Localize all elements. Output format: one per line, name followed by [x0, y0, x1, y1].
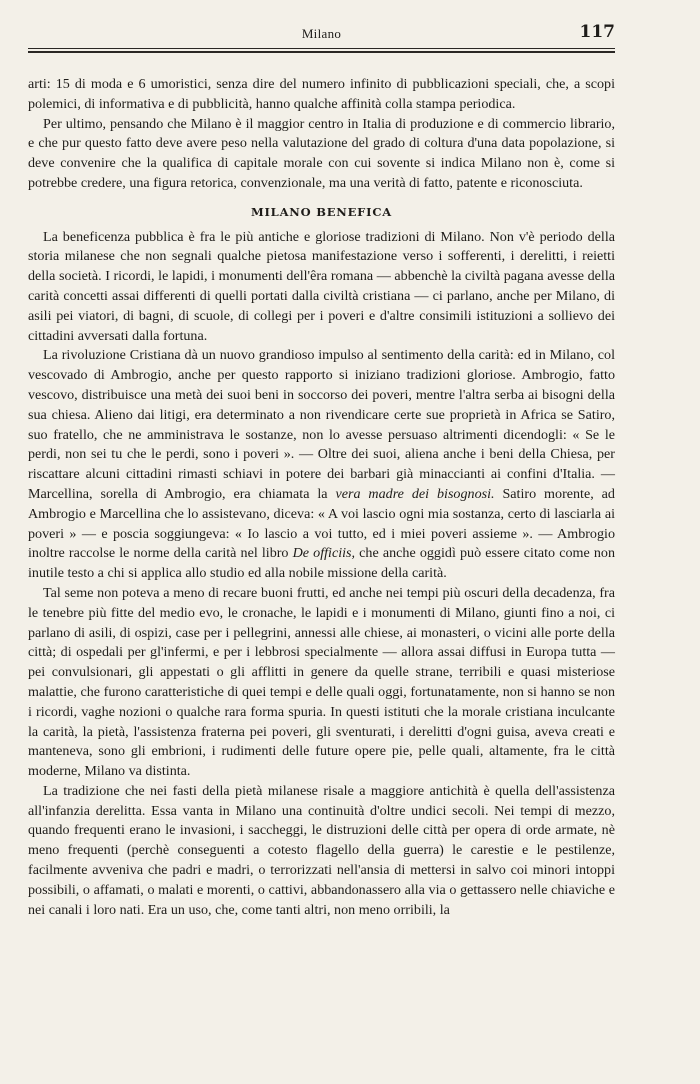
text-run: La rivoluzione Cristiana dà un nuovo grandioso impulso al sentimento della carità: ed in Milano, col vescovado di Ambrogio, anche per questo rapporto si iniziano tradizioni gloriose. Ambrogio, fatto vescovo, distribuisce una metà dei suoi beni in soccorso dei poveri, mentre l'altra serba ai bisogni della sua chiesa. Alieno dai litigi, era determinato a non rivendicare certe sue proprietà in Africa se Satiro, suo fratello, che ne amministrava le sostanze, non lo avesse persuaso altrimenti dicendogli: « Se le perdi, non sei tu che le perdi, sono i poveri ». — Oltre dei suoi, aliena anche i beni della Chiesa, per riscattare alcuni cittadini rimasti schiavi in potere dei barbari già minaccianti ai confini d'Italia. — Marcellina, sorella di Ambrogio, era chiamata la: [28, 347, 615, 502]
italic-phrase: vera madre dei bisognosi.: [335, 485, 495, 502]
paragraph-infanzia: La tradizione che nei fasti della pietà milanese risale a maggiore antichità è quella dell'assistenza all'infanzia derelitta. Essa vanta in Milano una continuità d'oltre undici secoli. Nei tempi di mezzo, quando frequenti erano le invasioni, i saccheggi, le distruzioni delle città per opera di orde armate, nè meno frequenti (perchè conseguenti a cotesto flagello della guerra) le carestie e le pestilenze, facilmente avveniva che padri e madri, o terrorizzati nell'ansia di mettersi in salvo coi minori intoppi possibili, o affamati, o malati e morenti, o cattivi, abbandonassero alla via o gettassero nelle chiaviche e nei canali i loro nati. Era un uso, che, come tanti altri, non meno orribili, la: [28, 782, 615, 918]
paragraph-beneficenza: La beneficenza pubblica è fra le più antiche e gloriose tradizioni di Milano. Non v'è periodo della storia milanese che non segnali qualche pietosa manifestazione verso i sofferenti, i derelitti, i reietti della società. I ricordi, le lapidi, i monumenti dell'êra romana — abbenchè la civiltà pagana avesse della carità concetti assai differenti di quelli portati dalla civiltà cristiana — ci parlano, anche per Milano, di asili pei viatori, di bagni, di scuole, di collegi per i poveri e d'altre consimili istituzioni a sollievo dei cittadini avversati dalla fortuna.: [28, 228, 615, 344]
running-title: Milano: [301, 26, 342, 41]
body-text: [28, 75, 615, 920]
text-run: che anche oggidì può essere citato come non inutile testo a chi si applica allo studio ed alla nobile missione della carità.: [28, 545, 615, 582]
paragraph-continuation: arti: 15 di moda e 6 umoristici, senza dire del numero infinito di pubblicazioni speciali, che, a scopi polemici, di informativa e di pubblicità, hanno qualche affinità colla stampa periodica.: [28, 76, 615, 112]
text-run: Satiro morente, ad Ambrogio e Marcellina che lo assistevano, diceva: « A voi lascio ogni mia sostanza, certo di lasciarla ai poveri » — e poscia soggiungeva: « Io lascio a voi tutto, ed i miei poveri assieme ». — Ambrogio inoltre raccolse le norme della carità nel libro: [28, 485, 615, 562]
section-heading: MILANO BENEFICA: [250, 204, 393, 219]
header-rule-thick: [28, 51, 615, 53]
paragraph-medio-evo: Tal seme non poteva a meno di recare buoni frutti, ed anche nei tempi più oscuri della decadenza, fra le tenebre più fitte del medio evo, le cronache, le lapidi e i monumenti di Milano, giunti fino a noi, ci parlano di asili, di ospizi, case per i pellegrini, annessi alle chiese, ai monasteri, o vicini alle porte della città; di ospedali per gl'infermi, e per i lebbrosi specialmente — allora assai diffusi in Europa tutta — pei convulsionari, gli appestati o gli afflitti in genere da quelle strane, terribili e quasi misteriose malattie, che furono caratteristiche di quei tempi e delle quali oggi, fortunatamente, non si hanno se non i ricordi, vaghe nozioni o qualche rara forma spuria. In questi istituti che la morale cristiana inculcante la carità, la pietà, l'assistenza fraterna pei poveri, gli sventurati, i derelitti d'ogni guisa, aveva creati e manteneva, sono gli embrioni, i rudimenti delle future opere pie, pelle quali, altamente, fra le città moderne, Milano va distinta.: [28, 584, 615, 780]
page-header: [28, 22, 615, 48]
book-title: De officiis,: [292, 545, 356, 562]
page-number: 117: [579, 22, 615, 42]
paragraph-ambrogio: [28, 346, 615, 584]
paragraph-capitale-morale: Per ultimo, pensando che Milano è il maggior centro in Italia di produzione e di commercio librario, e che pur questo fatto deve avere peso nella valutazione del grado di coltura d'una data popolazione, si deve convenire che la qualifica di capitale morale con cui sovente si indica Milano non è, come si potrebbe credere, una figura retorica, convenzionale, ma una verità di fatto, patente e riconosciuta.: [28, 115, 615, 191]
header-rule-thin: [28, 48, 615, 49]
